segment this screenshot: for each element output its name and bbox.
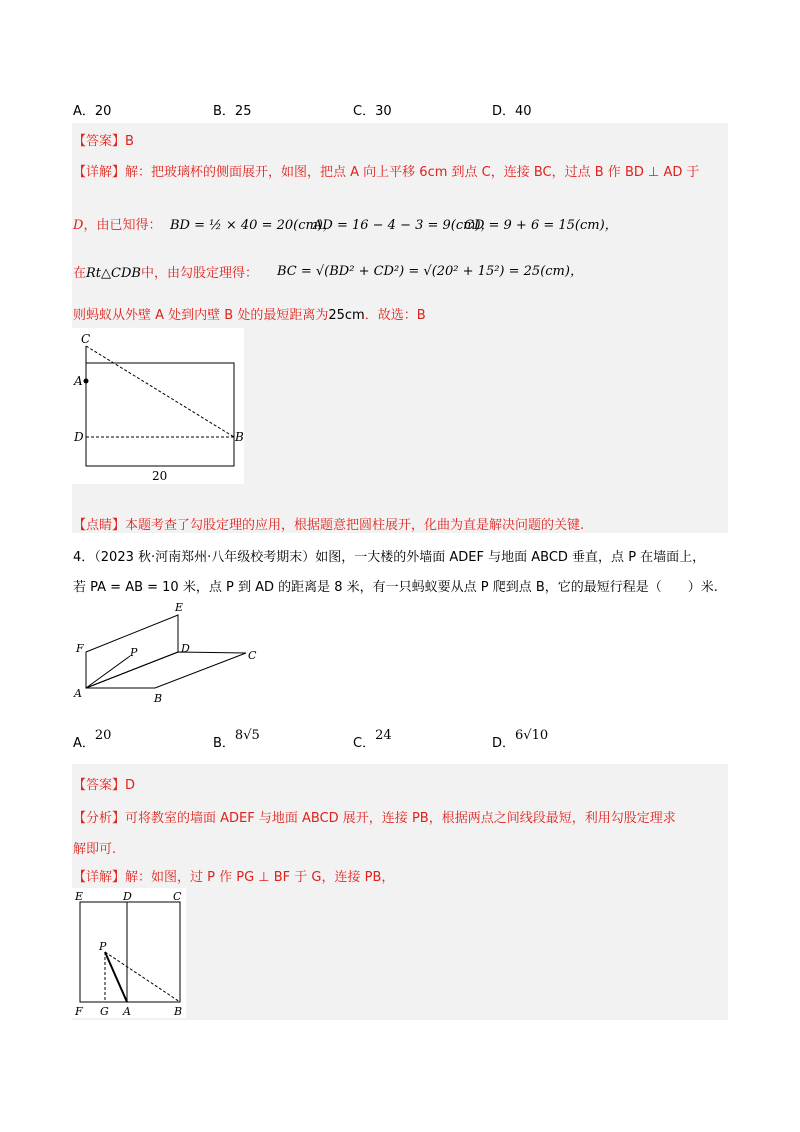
q3-detail-tag: 【详解】: [73, 165, 126, 180]
q4-source: （2023 秋·河南郑州·八年级校考期末）: [94, 550, 316, 565]
q4-segment-pa: [86, 656, 130, 688]
q3-eq-ad: AD = 16 − 4 − 3 = 9(cm)，: [313, 218, 494, 233]
q3-label-bottom: 20: [152, 469, 168, 483]
q4-fig2-label-b: B: [174, 1005, 183, 1018]
q4-label-a: A: [74, 687, 82, 700]
q4-option-b: [213, 724, 260, 751]
q3-eq-bd: BD = ½ × 40 = 20(cm)，: [170, 218, 336, 233]
q4-analysis-line-2: 解即可.: [73, 842, 117, 857]
q4-detail-text: 解：如图，过 P 作 PG ⊥ BF 于 G，连接 PB，: [125, 870, 395, 885]
q4-analysis-text-1: 可将教室的墙面 ADEF 与地面 ABCD 展开，连接 PB，根据两点之间线段最短，利用勾股定理求: [125, 811, 676, 826]
q3-option-c-letter: C．: [353, 104, 376, 119]
q3-distance: 25cm: [328, 308, 365, 323]
q4-option-d-value: 6√10: [515, 728, 549, 743]
q3-label-b: B: [235, 430, 244, 444]
q4-number: 4．: [73, 550, 95, 565]
q4-option-d-letter: D．: [492, 736, 516, 751]
q4-option-a-value: 20: [94, 728, 112, 743]
q4-unfolded-figure: [72, 888, 186, 1018]
q4-fig2-label-f: F: [75, 1005, 83, 1018]
q4-option-a-letter: A．: [73, 736, 95, 751]
q3-point-d: D: [73, 218, 84, 233]
q4-label-e: E: [175, 601, 184, 614]
q3-option-b: [213, 100, 251, 119]
q4-stem-line-2: 若 PA = AB = 10 米，点 P 到 AD 的距离是 8 米，有一只蚂蚁要从点 P 爬到点 B，它的最短行程是（ ）米.: [73, 580, 718, 595]
q3-option-d-letter: D．: [492, 104, 516, 119]
q4-answer-line: [73, 774, 135, 793]
q3-detail-text-1: 解：把玻璃杯的侧面展开，如图，把点 A 向上平移 6cm 到点 C，连接 BC，过点 B 作 BD ⊥ AD 于: [125, 165, 700, 180]
q3-option-d: [492, 100, 532, 119]
q3-detail-line-2: [73, 214, 161, 233]
q4-fig2-label-p: P: [99, 940, 107, 953]
q3-detail-text-2: ，由已知得：: [83, 218, 162, 233]
q3-rt-triangle: Rt△CDB: [86, 266, 141, 281]
q3-option-b-letter: B．: [213, 104, 235, 119]
q3-answer-tag: 【答案】: [73, 134, 126, 149]
q4-fig2-label-d: D: [123, 890, 132, 903]
q3-eq-cd: CD = 9 + 6 = 15(cm)，: [464, 218, 618, 233]
q4-label-f: F: [76, 642, 84, 655]
q3-option-d-value: 40: [515, 104, 532, 119]
q3-detail-text-3b: 中，由勾股定理得：: [140, 266, 258, 281]
q3-comment-tag: 【点睛】: [73, 518, 126, 533]
q4-analysis-line-1: [73, 807, 676, 826]
q4-fig2-label-a: A: [123, 1005, 131, 1018]
q3-label-c: C: [81, 332, 91, 346]
q3-detail-line-3: [73, 262, 258, 281]
q3-detail-text-4-end: ．故选：B: [364, 308, 426, 323]
q4-fig2-label-c: C: [173, 890, 182, 903]
q3-detail-line-4: [73, 304, 426, 323]
q4-option-c: [353, 724, 392, 751]
q4-detail-line: [73, 866, 394, 885]
q3-figure: [72, 328, 244, 484]
q4-stem-line-1: [73, 546, 705, 565]
q4-label-p: P: [130, 646, 138, 659]
q4-answer-tag: 【答案】: [73, 778, 126, 793]
q3-comment-text: 本题考查了勾股定理的应用，根据题意把圆柱展开，化曲为直是解决问题的关键.: [125, 518, 585, 533]
q3-label-d: D: [74, 430, 84, 444]
q4-label-c: C: [248, 649, 257, 662]
q3-option-b-value: 25: [234, 104, 252, 119]
q3-detail-line-1: [73, 161, 700, 180]
q4-analysis-tag: 【分析】: [73, 811, 126, 826]
q4-option-d: [492, 724, 549, 751]
q3-option-a-letter: A．: [73, 104, 95, 119]
q3-point-a-dot: [84, 379, 89, 384]
q4-label-b: B: [154, 692, 163, 705]
q4-option-a: [73, 724, 112, 751]
q3-detail-text-4: 则蚂蚁从外壁 A 处到内壁 B 处的最短距离为: [73, 308, 329, 323]
q4-stem-text-1: 如图，一大楼的外墙面 ADEF 与地面 ABCD 垂直，点 P 在墙面上，: [315, 550, 706, 565]
q3-option-c: [353, 100, 392, 119]
q4-option-c-value: 24: [375, 728, 392, 743]
q3-detail-text-3a: 在: [73, 266, 87, 281]
q3-comment-line: [73, 514, 584, 533]
q4-option-b-letter: B．: [213, 736, 235, 751]
q4-figure: [72, 600, 272, 710]
q3-answer-value: B: [125, 134, 134, 149]
q3-option-a-value: 20: [94, 104, 112, 119]
q4-option-c-letter: C．: [353, 736, 376, 751]
q4-fig2-label-g: G: [100, 1005, 109, 1018]
q4-detail-tag: 【详解】: [73, 870, 126, 885]
q3-option-c-value: 30: [375, 104, 392, 119]
q3-answer-line: [73, 130, 134, 149]
q3-eq-bc: BC = √(BD² + CD²) = √(20² + 15²) = 25(cm)，: [277, 264, 583, 279]
q4-label-d: D: [181, 642, 190, 655]
q3-option-a: [73, 100, 111, 119]
q4-answer-value: D: [125, 778, 136, 793]
q4-fig2-label-e: E: [75, 890, 84, 903]
q3-label-a: A: [74, 374, 83, 388]
q4-option-b-value: 8√5: [234, 728, 260, 743]
